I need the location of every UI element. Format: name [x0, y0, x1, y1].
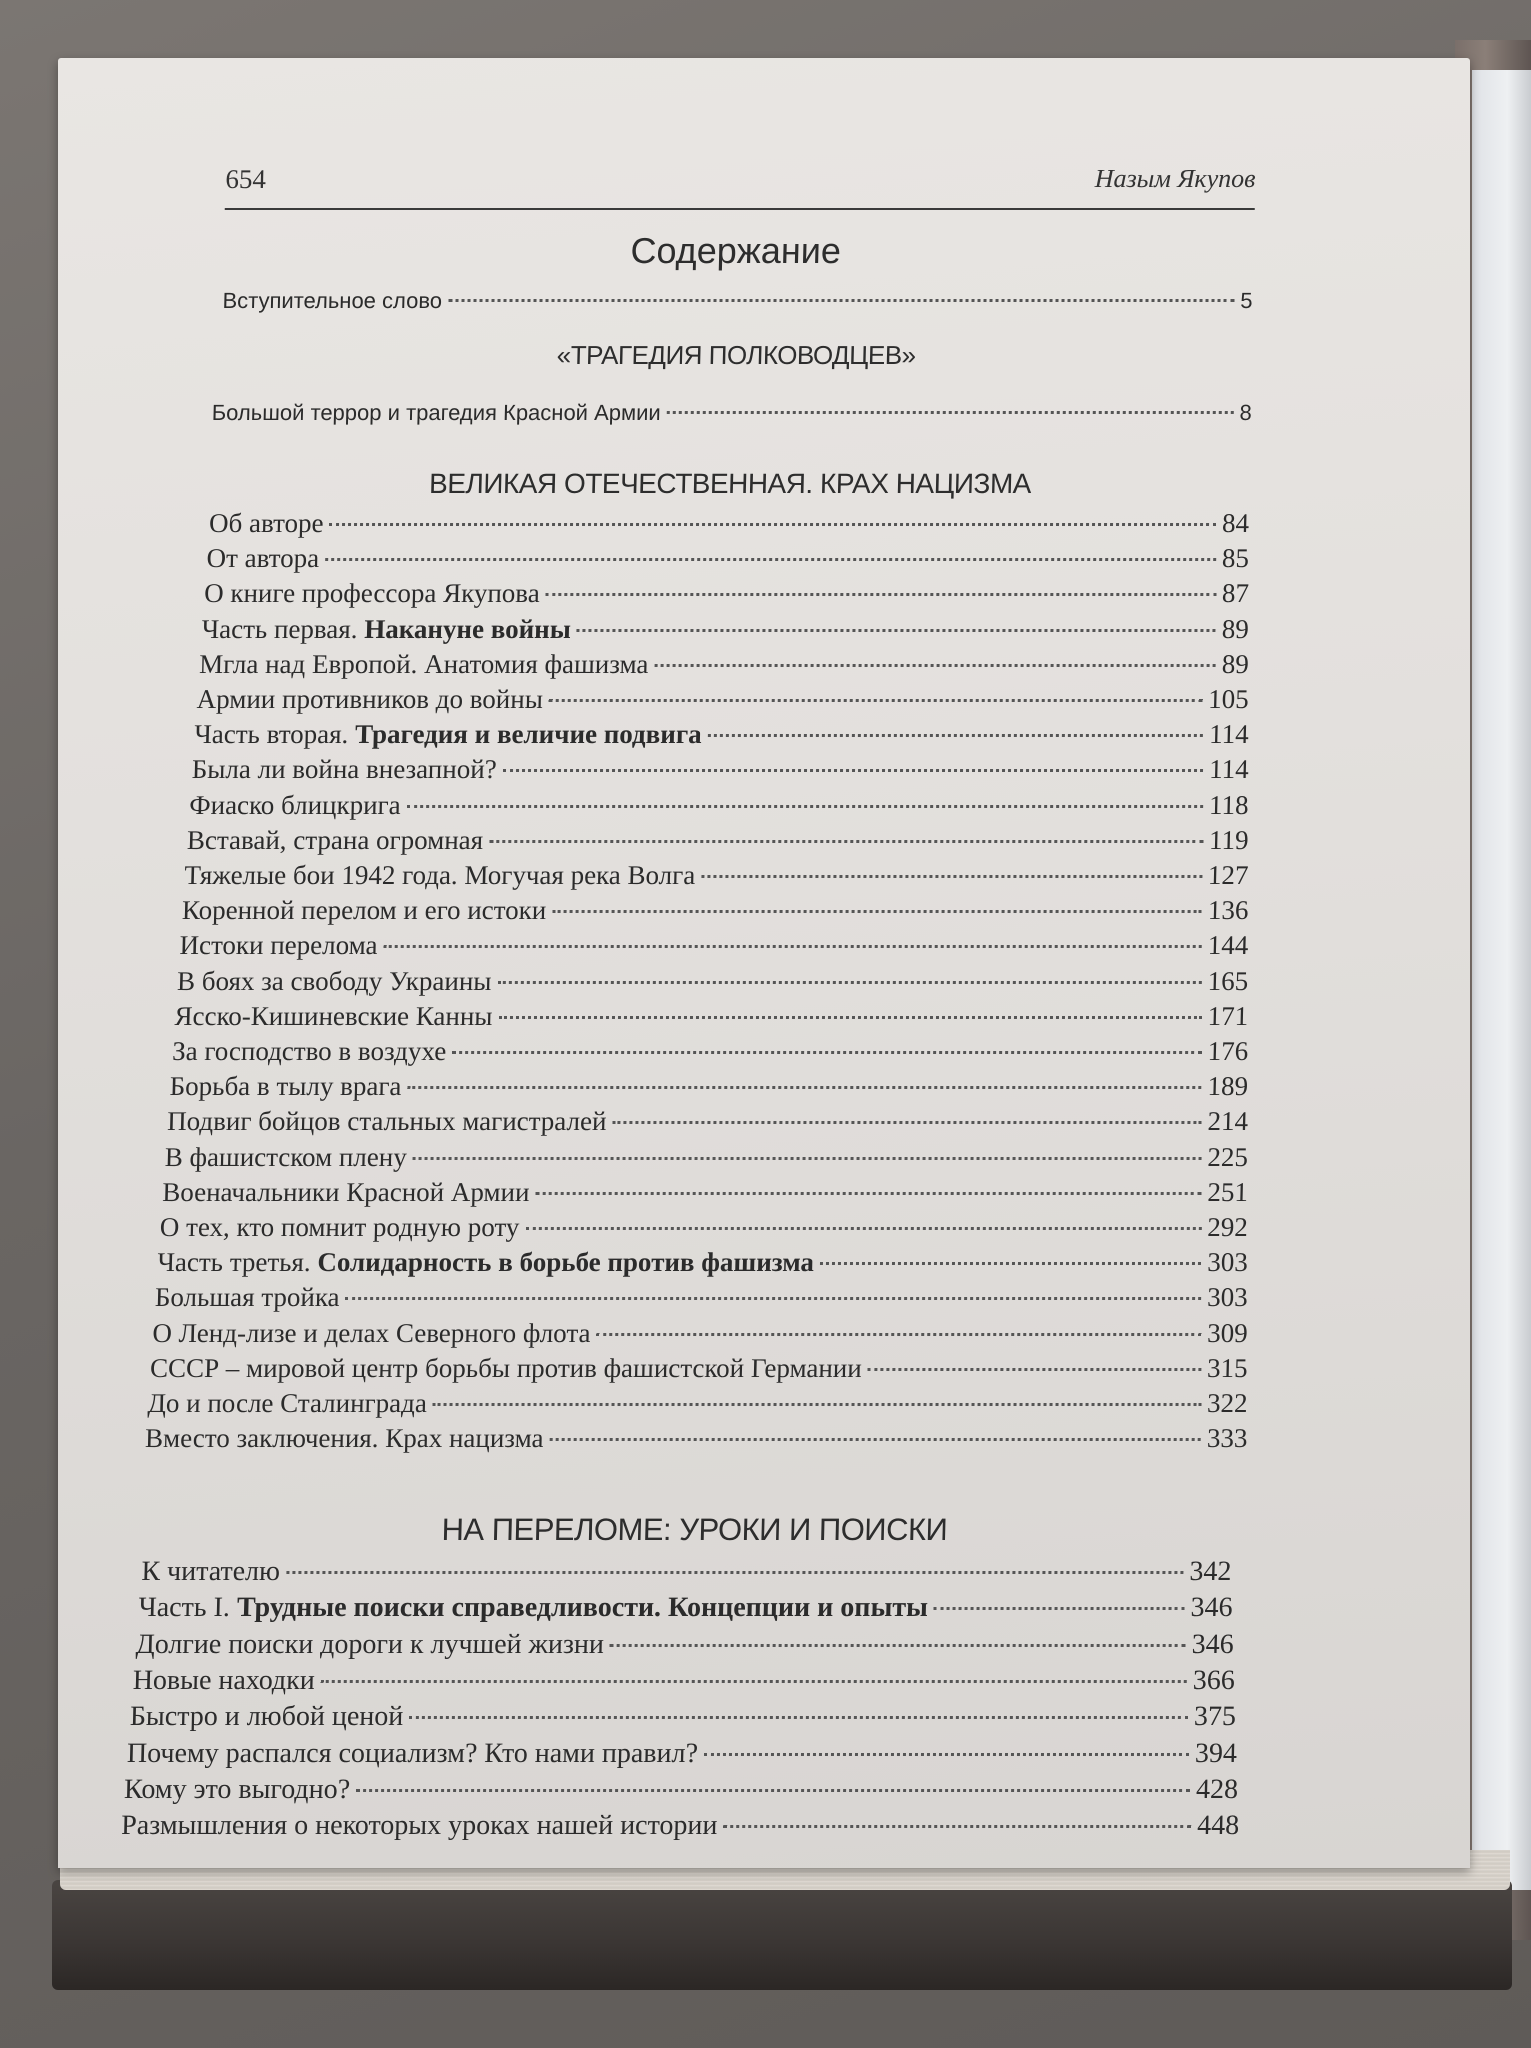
- toc-entry-page: 5: [1239, 288, 1253, 313]
- toc-entry: [147, 1388, 1248, 1419]
- toc-entry-title: Новые находки: [132, 1664, 316, 1696]
- toc-entry-intro: [222, 288, 1253, 314]
- toc-entry: [150, 1353, 1248, 1384]
- toc-entry: [201, 614, 1249, 645]
- toc-entry-title: О тех, кто помнит родную роту: [159, 1212, 520, 1242]
- toc-entry: [199, 649, 1249, 680]
- dot-leader: [701, 875, 1202, 878]
- toc-entry-page: 84: [1221, 508, 1250, 538]
- dot-leader: [356, 1789, 1190, 1792]
- running-head: [225, 158, 1256, 210]
- toc-entry-page: 225: [1207, 1141, 1249, 1172]
- toc-entry: [194, 719, 1249, 750]
- toc-entry-page: 448: [1196, 1810, 1240, 1842]
- toc-entry: [174, 1001, 1248, 1032]
- toc-entry-page: 214: [1207, 1106, 1249, 1137]
- dot-leader: [413, 1157, 1202, 1160]
- toc-entry-title: За господство в воздухе: [171, 1036, 447, 1066]
- toc-entry-title: В боях за свободу Украины: [176, 965, 492, 996]
- toc-entry-page: 176: [1207, 1036, 1249, 1066]
- dot-leader: [409, 1716, 1188, 1719]
- section-heading-turning-point: НА ПЕРЕЛОМЕ: УРОКИ И ПОИСКИ: [441, 1512, 948, 1547]
- book-cover-bottom: [52, 1880, 1512, 1990]
- dot-leader: [535, 1192, 1201, 1195]
- toc-entry-title: До и после Сталинграда: [147, 1388, 428, 1418]
- toc-entry: [172, 1036, 1249, 1067]
- toc-entry: [209, 508, 1250, 539]
- toc-entry-page: 428: [1195, 1773, 1239, 1805]
- toc-entry-page: 119: [1208, 824, 1249, 855]
- toc-entry: [187, 825, 1249, 856]
- toc-entry-prefix: Часть вторая.: [193, 719, 356, 750]
- dot-leader: [503, 769, 1204, 772]
- dot-leader: [610, 1644, 1186, 1647]
- toc-entry: [206, 543, 1249, 574]
- toc-entry-part1: [211, 400, 1252, 426]
- toc-entry: [167, 1106, 1249, 1137]
- toc-entry-part-title: Трагедия и величие подвига: [354, 719, 703, 750]
- book-page: [58, 58, 1470, 1868]
- toc-entry-page: 165: [1207, 965, 1249, 996]
- toc-entry-page: 85: [1221, 543, 1250, 574]
- toc-entry-part-title: Накануне войны: [363, 613, 572, 644]
- toc-entry: [145, 1423, 1248, 1454]
- toc-entry-title: Большая тройка: [154, 1282, 340, 1313]
- dot-leader: [384, 945, 1202, 948]
- toc-entry: [132, 1665, 1235, 1697]
- toc-entry-prefix: Часть I.: [138, 1592, 238, 1624]
- running-head-author: Назым Якупов: [1094, 164, 1256, 193]
- section-heading-great-patriotic: ВЕЛИКАЯ ОТЕЧЕСТВЕННАЯ. КРАХ НАЦИЗМА: [428, 468, 1032, 499]
- toc-entry-title: Вместо заключения. Крах нацизма: [144, 1423, 544, 1454]
- toc-entry: [196, 684, 1249, 715]
- dot-leader: [346, 1297, 1202, 1300]
- toc-entry-page: 118: [1208, 789, 1249, 820]
- toc-entry-title: Вступительное слово: [222, 288, 443, 313]
- toc-entry-title: Кому это выгодно?: [123, 1773, 351, 1805]
- dot-leader: [667, 411, 1234, 414]
- toc-entry-page: 315: [1206, 1352, 1249, 1383]
- toc-entry-page: 189: [1207, 1071, 1249, 1102]
- toc-entry-page: 89: [1221, 648, 1250, 679]
- toc-entry-page: 127: [1207, 860, 1249, 890]
- toc-entry: [159, 1212, 1248, 1243]
- toc-entry-page: 322: [1206, 1388, 1248, 1418]
- toc-entry-page: 144: [1207, 930, 1249, 961]
- dot-leader: [525, 1227, 1201, 1230]
- toc-entry-title: Об авторе: [208, 508, 324, 538]
- dot-leader: [433, 1403, 1201, 1406]
- toc-entry: [124, 1774, 1239, 1806]
- toc-entry: [169, 1071, 1248, 1102]
- toc-entry-page: 105: [1207, 684, 1250, 714]
- toc-entry: [162, 1177, 1248, 1208]
- dot-leader: [549, 1438, 1201, 1441]
- toc-entry-part-title: Трудные поиски справедливости. Концепции и опыты: [236, 1592, 929, 1624]
- toc-entry-title: Подвиг бойцов стальных магистралей: [166, 1106, 607, 1137]
- toc-entry: [164, 1142, 1248, 1173]
- toc-entry: [204, 578, 1250, 609]
- dot-leader: [489, 840, 1203, 843]
- facing-page-edge: [1472, 70, 1531, 1890]
- toc-entry-page: 292: [1207, 1212, 1249, 1242]
- toc-entry-page: 8: [1239, 400, 1253, 425]
- toc-entry-title: Тяжелые бои 1942 года. Могучая река Волга: [184, 860, 696, 890]
- toc-entry-title: Ясско-Кишиневские Канны: [174, 1000, 493, 1031]
- toc-entry-title: Была ли война внезапной?: [191, 754, 498, 785]
- dot-leader: [934, 1607, 1185, 1610]
- dot-leader: [654, 664, 1215, 667]
- toc-entry-title: Истоки перелома: [179, 930, 378, 961]
- toc-entry-page: 303: [1206, 1247, 1249, 1278]
- toc-entry-page: 87: [1221, 578, 1250, 609]
- dot-leader: [612, 1121, 1201, 1124]
- toc-entry-page: 366: [1192, 1664, 1236, 1696]
- toc-entry-page: 394: [1194, 1737, 1238, 1769]
- dot-leader: [723, 1825, 1191, 1828]
- dot-leader: [577, 629, 1216, 632]
- toc-entry-part-title: Солидарность в борьбе против фашизма: [317, 1247, 815, 1278]
- toc-entry-title: Размышления о некоторых уроках нашей истории: [120, 1810, 718, 1842]
- toc-entry-page: 171: [1207, 1000, 1249, 1031]
- dot-leader: [546, 593, 1216, 596]
- dot-leader: [708, 734, 1204, 737]
- toc-entry-page: 303: [1206, 1282, 1249, 1313]
- toc-entry-title: [194, 719, 702, 750]
- dot-leader: [549, 699, 1202, 702]
- toc-entry: [152, 1318, 1248, 1349]
- toc-entry-title: СССР – мировой центр борьбы против фашистской Германии: [149, 1352, 863, 1383]
- toc-entry-page: 342: [1189, 1556, 1232, 1587]
- dot-leader: [498, 1016, 1201, 1019]
- toc-entry-page: 136: [1207, 895, 1249, 926]
- toc-entry: [127, 1738, 1238, 1770]
- toc-entry-prefix: Часть третья.: [157, 1247, 318, 1278]
- toc-entry-title: Фиаско блицкрига: [189, 789, 402, 820]
- dot-leader: [820, 1262, 1201, 1265]
- dot-leader: [704, 1753, 1189, 1756]
- toc-entry: [189, 790, 1249, 821]
- page-content: [120, 158, 1418, 1842]
- toc-entry-title: О книге профессора Якупова: [203, 578, 541, 609]
- toc-entry: [184, 860, 1249, 891]
- toc-entry: [157, 1247, 1248, 1278]
- toc-entry: [182, 895, 1249, 926]
- toc-entry-prefix: Часть первая.: [201, 613, 365, 644]
- toc-entry-page: 346: [1190, 1592, 1233, 1624]
- toc-entry-page: 251: [1207, 1176, 1249, 1207]
- toc-entry-title: Военачальники Красной Армии: [161, 1176, 530, 1207]
- toc-entry-page: 309: [1206, 1317, 1249, 1348]
- toc-entry-title: О Ленд-лизе и делах Северного флота: [152, 1317, 591, 1348]
- dot-leader: [325, 558, 1216, 561]
- toc-entry-title: Долгие поиски дороги к лучшей жизни: [135, 1628, 605, 1660]
- dot-leader: [552, 910, 1202, 913]
- toc-entry-title: [138, 1592, 928, 1624]
- toc-entry-title: [157, 1247, 814, 1278]
- dot-leader: [596, 1333, 1201, 1336]
- toc-entry-title: Почему распался социализм? Кто нами правил?: [126, 1737, 699, 1769]
- dot-leader: [329, 523, 1216, 526]
- toc-entry-title: В фашистском плену: [164, 1141, 408, 1172]
- section-heading-tragedy: «ТРАГЕДИЯ ПОЛКОВОДЦЕВ»: [556, 340, 916, 370]
- toc-entry: [121, 1810, 1240, 1842]
- toc-entry-title: Армии противников до войны: [196, 684, 544, 714]
- toc-entry-title: Борьба в тылу врага: [169, 1071, 402, 1102]
- toc-title: Содержание: [630, 230, 842, 271]
- toc-entry-title: Коренной перелом и его истоки: [181, 895, 547, 926]
- dot-leader: [286, 1571, 1183, 1574]
- toc-entry: [191, 754, 1249, 785]
- dot-leader: [452, 1051, 1201, 1054]
- dot-leader: [868, 1368, 1201, 1371]
- dot-leader: [497, 981, 1201, 984]
- page-number: 654: [225, 164, 267, 194]
- toc-entry-page: 89: [1221, 613, 1250, 644]
- toc-entry-title: Мгла над Европой. Анатомия фашизма: [198, 648, 649, 679]
- toc-entry-title: Быстро и любой ценой: [129, 1701, 404, 1733]
- toc-entry: [155, 1282, 1249, 1313]
- toc-entry-page: 346: [1191, 1628, 1235, 1660]
- toc-entry: [177, 966, 1249, 997]
- toc-entry-title: Большой террор и трагедия Красной Армии: [211, 400, 662, 425]
- toc-entry: [141, 1556, 1232, 1588]
- toc-entry: [179, 930, 1249, 961]
- toc-entry: [135, 1629, 1234, 1661]
- toc-entry-page: 114: [1208, 719, 1250, 750]
- toc-entry-title: От автора: [206, 543, 320, 574]
- toc-entry-page: 375: [1193, 1701, 1237, 1733]
- dot-leader: [407, 1086, 1201, 1089]
- toc-entry-page: 114: [1208, 754, 1250, 785]
- toc-entry-title: К читателю: [141, 1556, 281, 1587]
- toc-entry: [130, 1701, 1237, 1733]
- dot-leader: [321, 1680, 1187, 1683]
- toc-entry: [138, 1592, 1233, 1624]
- toc-entry-title: Вставай, страна огромная: [186, 824, 484, 855]
- dot-leader: [448, 299, 1234, 302]
- dot-leader: [407, 805, 1203, 808]
- toc-entry-title: [201, 614, 571, 645]
- toc-entry-page: 333: [1206, 1423, 1248, 1454]
